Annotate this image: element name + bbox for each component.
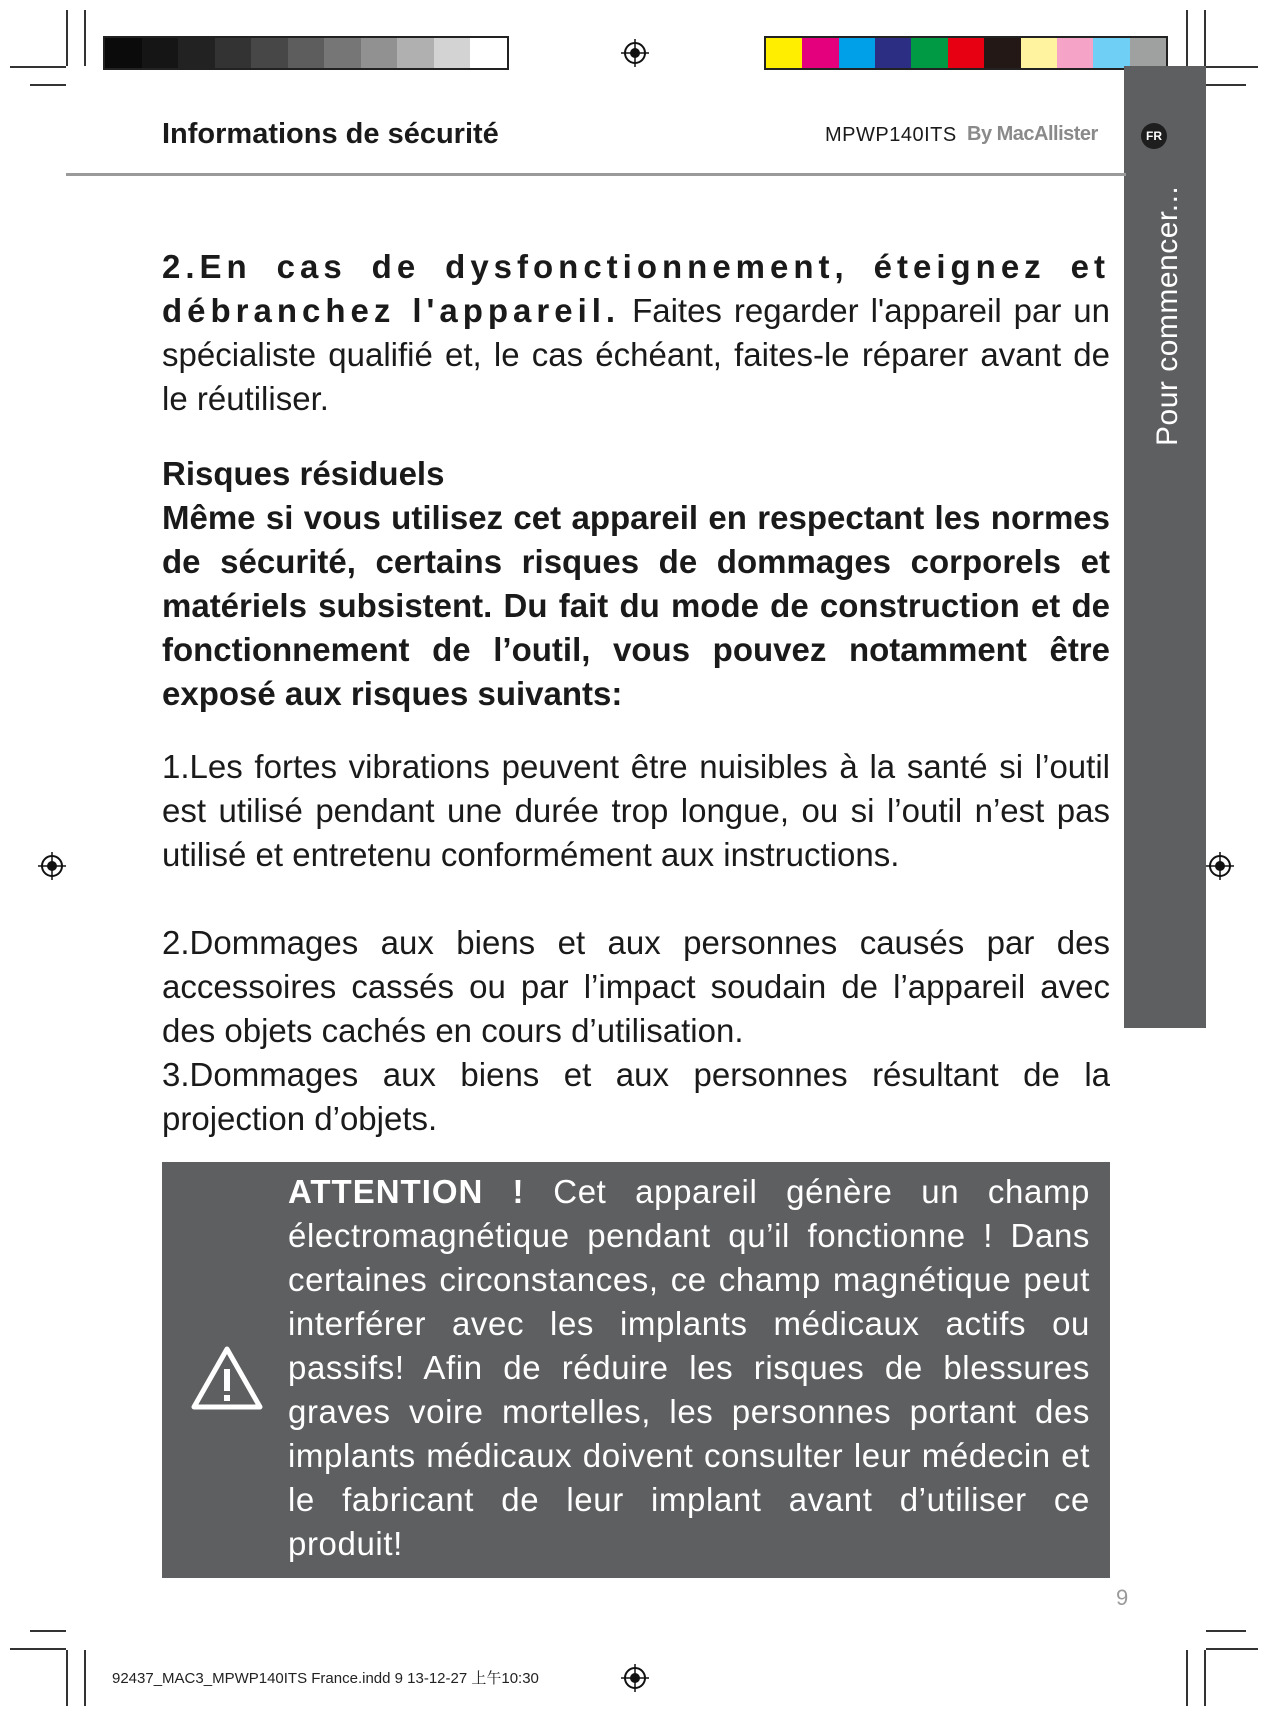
crop-mark [30, 1630, 66, 1632]
calibration-swatch [1021, 38, 1057, 68]
calibration-swatch [105, 38, 142, 68]
warning-text [288, 1170, 1090, 1566]
header-divider [66, 173, 1126, 176]
calibration-swatch [142, 38, 179, 68]
calibration-swatch [324, 38, 361, 68]
calibration-swatch [251, 38, 288, 68]
calibration-swatch [178, 38, 215, 68]
model-number: MPWP140ITS [825, 124, 957, 146]
side-tab-label: Pour commencer... [1151, 185, 1184, 446]
crop-mark [1186, 1650, 1188, 1706]
calibration-swatch [1093, 38, 1129, 68]
registration-mark-icon [38, 852, 66, 880]
section-title: Informations de sécurité [162, 118, 499, 150]
warning-title: ATTENTION ! [288, 1173, 525, 1210]
risk-item-1: 1.Les fortes vibrations peuvent être nuisibles à la santé si l’outil est utilisé pendant une durée trop longue, ou si l’outil n’est pas utilisé et entretenu conformément aux instructions. [162, 748, 1110, 873]
item-2-paragraph [162, 245, 1110, 421]
color-calibration-bar [764, 36, 1168, 70]
brand-logo: By MacAllister [967, 123, 1098, 145]
warning-body: Cet appareil génère un champ électromagnétique pendant qu’il fonctionne ! Dans certaines circonstances, ce champ magnétique peut interférer avec les implants médicaux actifs ou passifs! Afin de réduire les risques de blessures graves voire mortelles, les personnes portant des implants médicaux doivent consulter leur médecin et le fabricant de leur implant avant d’utiliser ce produit! [288, 1173, 1090, 1562]
calibration-swatch [434, 38, 471, 68]
calibration-swatch [948, 38, 984, 68]
calibration-swatch [766, 38, 802, 68]
calibration-swatch [470, 38, 507, 68]
calibration-swatch [288, 38, 325, 68]
residual-risks-heading: Risques résiduels [162, 455, 445, 492]
crop-mark [66, 10, 68, 66]
item-2-text: Faites regarder l'appareil par un spécialiste qualifié et, le cas échéant, faites-le réparer avant de le réutiliser. [162, 292, 1110, 417]
registration-mark-icon [621, 39, 649, 67]
crop-mark [1206, 66, 1258, 68]
calibration-swatch [1057, 38, 1093, 68]
calibration-swatch [1130, 38, 1166, 68]
crop-mark [66, 1650, 68, 1706]
page-number: 9 [1116, 1585, 1129, 1610]
warning-triangle-icon [190, 1345, 264, 1411]
crop-mark [84, 10, 86, 66]
print-slug: 92437_MAC3_MPWP140ITS France.indd 9 13-12-27 上午10:30 [112, 1670, 539, 1687]
calibration-swatch [911, 38, 947, 68]
crop-mark [1204, 10, 1206, 66]
calibration-swatch [397, 38, 434, 68]
crop-mark [10, 1648, 66, 1650]
calibration-swatch [839, 38, 875, 68]
crop-mark [84, 1650, 86, 1706]
crop-mark [1206, 1630, 1246, 1632]
crop-mark [10, 66, 66, 68]
calibration-swatch [802, 38, 838, 68]
crop-mark [1206, 84, 1246, 86]
grayscale-calibration-bar [103, 36, 509, 70]
calibration-swatch [215, 38, 252, 68]
risk-item-3: 3.Dommages aux biens et aux personnes résultant de la projection d’objets. [162, 1056, 1110, 1137]
item-2-bold: 2.En cas de dysfonctionnement, éteignez et débranchez l'appareil. [162, 248, 1110, 329]
risk-item-2: 2.Dommages aux biens et aux personnes causés par des accessoires cassés ou par l’impact soudain de l’appareil avec des objets cachés en cours d’utilisation. [162, 924, 1110, 1049]
crop-mark [1206, 1648, 1258, 1650]
crop-mark [1204, 1650, 1206, 1706]
residual-risks-intro: Même si vous utilisez cet appareil en respectant les normes de sécurité, certains risques de dommages corporels et matériels subsistent. Du fait du mode de construction et de fonctionnement de l’outil, vous pouvez notamment être exposé aux risques suivants: [162, 499, 1110, 712]
crop-mark [1186, 10, 1188, 66]
crop-mark [30, 84, 66, 86]
calibration-swatch [361, 38, 398, 68]
language-badge: FR [1141, 123, 1167, 149]
registration-mark-icon [621, 1664, 649, 1692]
calibration-swatch [984, 38, 1020, 68]
registration-mark-icon [1206, 852, 1234, 880]
calibration-swatch [875, 38, 911, 68]
